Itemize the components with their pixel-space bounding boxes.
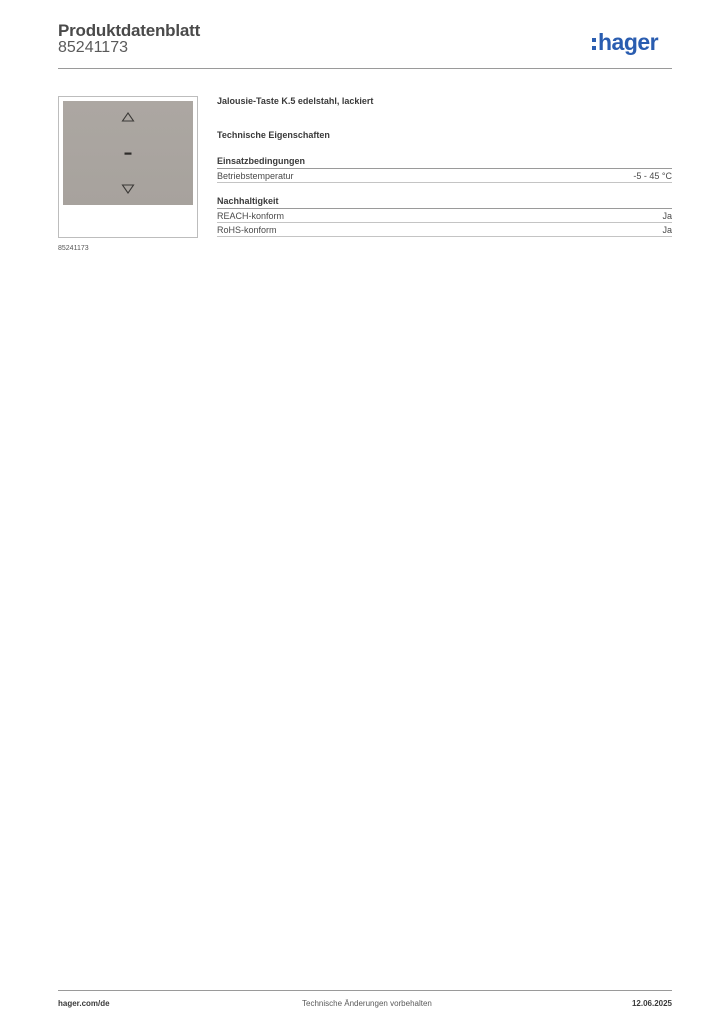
spec-value: Ja: [662, 225, 672, 235]
spec-value: Ja: [662, 211, 672, 221]
spec-row: [217, 209, 672, 223]
product-image: [58, 96, 198, 238]
footer-date: 12.06.2025: [631, 999, 672, 1008]
page-title: Produktdatenblatt: [58, 21, 201, 40]
spec-label: REACH-konform: [217, 211, 285, 221]
hager-logo: [592, 28, 658, 56]
section-title: Technische Eigenschaften: [217, 130, 330, 140]
minus-icon: [125, 153, 132, 155]
footer-website-link[interactable]: hager.com/de: [58, 999, 110, 1008]
product-name: Jalousie-Taste K.5 edelstahl, lackiert: [217, 96, 374, 106]
spec-label: RoHS-konform: [217, 225, 277, 235]
product-plate: [63, 101, 193, 205]
spec-group-nachhaltigkeit: [217, 196, 672, 237]
footer-divider: [58, 990, 672, 991]
spec-group-einsatzbedingungen: [217, 156, 672, 183]
header-divider: [58, 68, 672, 69]
product-details: [217, 96, 672, 235]
spec-row: [217, 223, 672, 237]
footer-notice: Technische Änderungen vorbehalten: [302, 999, 432, 1008]
image-caption: 85241173: [58, 245, 89, 252]
article-number: 85241173: [58, 39, 128, 56]
spec-row: [217, 169, 672, 183]
logo-wordmark: hager: [598, 28, 659, 55]
group-heading: Nachhaltigkeit: [217, 196, 672, 209]
triangle-down-icon: [123, 185, 134, 193]
triangle-up-icon: [123, 113, 134, 121]
group-heading: Einsatzbedingungen: [217, 156, 672, 169]
logo-colon-icon: [592, 38, 596, 50]
spec-label: Betriebstemperatur: [217, 171, 294, 181]
spec-value: -5 - 45 °C: [633, 171, 672, 181]
